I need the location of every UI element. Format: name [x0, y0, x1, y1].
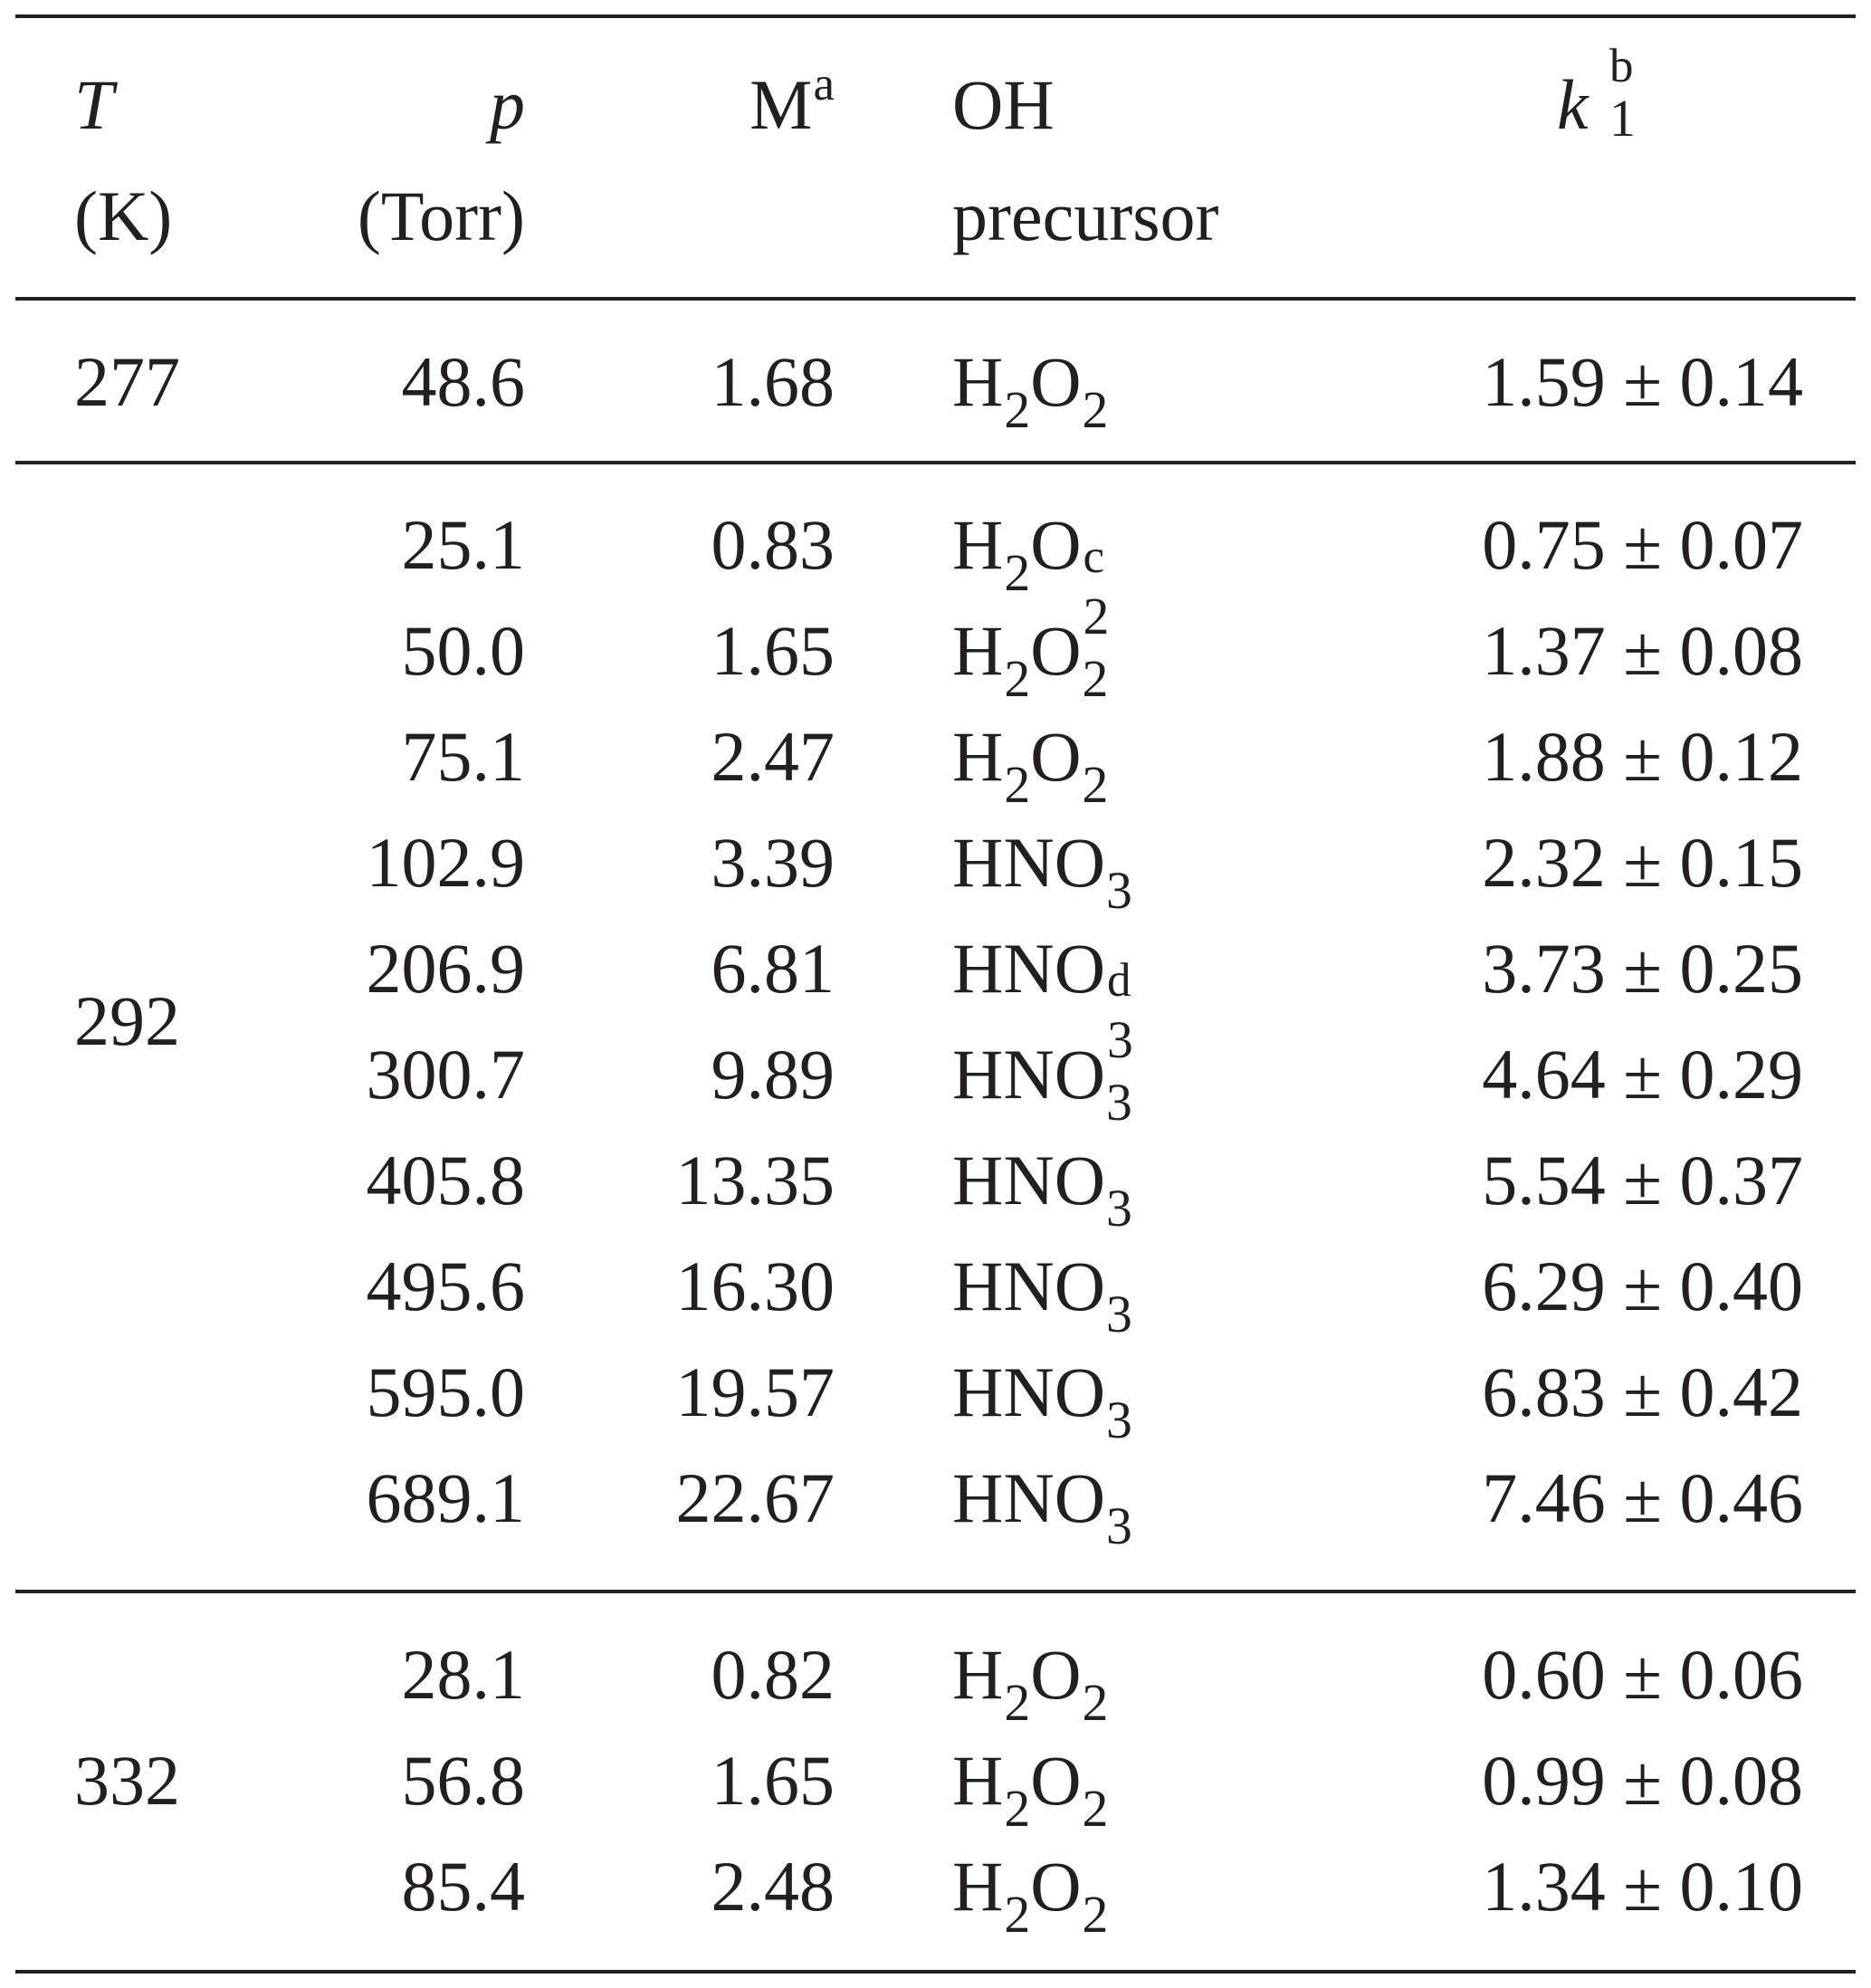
- header-M-footnote: a: [813, 58, 835, 111]
- formula-element: N: [1003, 1035, 1055, 1113]
- cell-pressure: 50.0: [401, 611, 525, 690]
- cell-rate-coefficient: 5.54 ± 0.37: [1482, 1141, 1803, 1219]
- group-temperature: 277: [74, 342, 180, 421]
- cell-precursor: [952, 1035, 1132, 1133]
- header-T-symbol: T: [74, 65, 114, 144]
- cell-pressure: 405.8: [366, 1141, 525, 1219]
- formula-element: H: [952, 1141, 1004, 1219]
- formula-element: N: [1003, 1141, 1055, 1219]
- bottom-rule: [15, 1970, 1856, 1974]
- cell-concentration: 1.68: [711, 342, 835, 421]
- cell-rate-coefficient: 6.83 ± 0.42: [1482, 1352, 1803, 1431]
- formula-element: N: [1003, 1352, 1055, 1431]
- formula-element: O: [1030, 1741, 1082, 1820]
- formula-element: H: [952, 342, 1004, 421]
- cell-pressure: 595.0: [366, 1352, 525, 1431]
- formula-element: O: [1054, 1035, 1106, 1113]
- cell-concentration: 1.65: [711, 1741, 835, 1820]
- formula-element: H: [952, 505, 1004, 584]
- formula-element: O: [1030, 505, 1082, 584]
- formula-element: N: [1003, 1247, 1055, 1325]
- cell-concentration: 22.67: [675, 1458, 835, 1537]
- cell-rate-coefficient: 7.46 ± 0.46: [1482, 1458, 1803, 1537]
- cell-rate-coefficient: 6.29 ± 0.40: [1482, 1247, 1803, 1325]
- formula-element: O: [1030, 611, 1082, 690]
- cell-pressure: 495.6: [366, 1247, 525, 1325]
- formula-subscript: 3: [1107, 1012, 1133, 1070]
- cell-precursor: [952, 823, 1132, 921]
- formula-element: O: [1054, 1141, 1106, 1219]
- formula-element: O: [1030, 342, 1082, 421]
- header-M: [634, 58, 835, 144]
- cell-rate-coefficient: 1.37 ± 0.08: [1482, 611, 1803, 690]
- formula-element: H: [952, 1352, 1004, 1431]
- formula-element: O: [1054, 1247, 1106, 1325]
- formula-element: H: [952, 1035, 1004, 1113]
- formula-element: H: [952, 1458, 1004, 1537]
- formula-subscript: 3: [1106, 1392, 1132, 1450]
- cell-pressure: 25.1: [401, 505, 525, 584]
- formula-element: H: [952, 611, 1004, 690]
- header-k1-subscript: 1: [1609, 91, 1636, 148]
- cell-precursor: [952, 505, 1117, 646]
- cell-pressure: 689.1: [366, 1458, 525, 1537]
- formula-element: H: [952, 1741, 1004, 1820]
- formula-subscript: 2: [1004, 1781, 1031, 1839]
- cell-rate-coefficient: 2.32 ± 0.15: [1482, 823, 1803, 902]
- cell-concentration: 13.35: [675, 1141, 835, 1219]
- cell-concentration: 19.57: [675, 1352, 835, 1431]
- group-temperature: 292: [74, 981, 180, 1060]
- cell-pressure: 75.1: [401, 717, 525, 796]
- header-k1-symbol: k: [1557, 65, 1589, 144]
- cell-pressure: 206.9: [366, 929, 525, 1008]
- cell-precursor: [952, 1635, 1109, 1733]
- formula-element: H: [952, 1247, 1004, 1325]
- header-rule: [15, 297, 1856, 301]
- cell-concentration: 1.65: [711, 611, 835, 690]
- formula-element: N: [1003, 823, 1055, 902]
- cell-rate-coefficient: 0.75 ± 0.07: [1482, 505, 1803, 584]
- formula-subscript: 2: [1082, 1887, 1109, 1945]
- formula-subscript: 2: [1082, 382, 1109, 440]
- formula-subscript: 2: [1004, 1887, 1031, 1945]
- formula-subscript: 2: [1004, 545, 1031, 603]
- cell-rate-coefficient: 1.34 ± 0.10: [1482, 1847, 1803, 1926]
- cell-rate-coefficient: 0.99 ± 0.08: [1482, 1741, 1803, 1820]
- cell-rate-coefficient: 4.64 ± 0.29: [1482, 1035, 1803, 1113]
- footnote-marker: d: [1107, 953, 1131, 1007]
- formula-element: H: [952, 1847, 1004, 1926]
- formula-subscript: 3: [1106, 1180, 1132, 1238]
- cell-pressure: 48.6: [401, 342, 525, 421]
- formula-element: O: [1054, 1352, 1106, 1431]
- formula-subscript: 2: [1082, 1675, 1109, 1733]
- cell-precursor: [952, 929, 1141, 1070]
- cell-rate-coefficient: 3.73 ± 0.25: [1482, 929, 1803, 1008]
- header-M-symbol: M: [749, 65, 813, 144]
- cell-pressure: 85.4: [401, 1847, 525, 1926]
- formula-element: O: [1054, 929, 1106, 1008]
- cell-precursor: [952, 1847, 1109, 1945]
- group-temperature: 332: [74, 1741, 180, 1820]
- formula-element: H: [952, 717, 1004, 796]
- cell-precursor: [952, 342, 1109, 440]
- formula-subscript: 3: [1106, 1498, 1132, 1556]
- header-p-symbol: p: [490, 65, 525, 144]
- formula-element: O: [1030, 1635, 1082, 1714]
- footnote-marker: c: [1083, 530, 1105, 583]
- cell-pressure: 102.9: [366, 823, 525, 902]
- cell-pressure: 56.8: [401, 1741, 525, 1820]
- cell-rate-coefficient: 1.59 ± 0.14: [1482, 342, 1803, 421]
- cell-pressure: 28.1: [401, 1635, 525, 1714]
- formula-element: O: [1054, 1458, 1106, 1537]
- cell-concentration: 16.30: [675, 1247, 835, 1325]
- header-k1: [1557, 40, 1638, 148]
- formula-subscript: 2: [1083, 588, 1110, 646]
- header-p-unit: (Torr): [357, 177, 525, 255]
- cell-precursor: [952, 1247, 1132, 1344]
- formula-subscript: 3: [1106, 863, 1132, 921]
- formula-subscript: 3: [1106, 1075, 1132, 1133]
- cell-rate-coefficient: 1.88 ± 0.12: [1482, 717, 1803, 796]
- cell-precursor: [952, 611, 1109, 709]
- cell-concentration: 0.82: [711, 1635, 835, 1714]
- formula-element: O: [1030, 717, 1082, 796]
- header-precursor-line2: precursor: [952, 177, 1219, 255]
- group-rule-1: [15, 461, 1856, 464]
- formula-subscript: 2: [1082, 757, 1109, 815]
- formula-element: N: [1003, 1458, 1055, 1537]
- formula-element: N: [1003, 929, 1055, 1008]
- cell-rate-coefficient: 0.60 ± 0.06: [1482, 1635, 1803, 1714]
- formula-element: H: [952, 1635, 1004, 1714]
- formula-subscript: 2: [1004, 651, 1031, 709]
- header-k1-footnote: b: [1609, 40, 1634, 92]
- formula-element: O: [1054, 823, 1106, 902]
- cell-precursor: [952, 1741, 1109, 1839]
- cell-concentration: 0.83: [711, 505, 835, 584]
- formula-subscript: 3: [1106, 1286, 1132, 1344]
- cell-precursor: [952, 1352, 1132, 1450]
- formula-subscript: 2: [1004, 757, 1031, 815]
- cell-concentration: 6.81: [711, 929, 835, 1008]
- cell-precursor: [952, 717, 1109, 815]
- formula-element: H: [952, 929, 1004, 1008]
- header-precursor-line1: OH: [952, 65, 1055, 144]
- cell-concentration: 9.89: [711, 1035, 835, 1113]
- group-rule-2: [15, 1590, 1856, 1593]
- formula-element: H: [952, 823, 1004, 902]
- header-T-unit: (K): [74, 177, 173, 255]
- cell-precursor: [952, 1458, 1132, 1556]
- formula-subscript: 2: [1004, 1675, 1031, 1733]
- cell-pressure: 300.7: [366, 1035, 525, 1113]
- top-rule: [15, 14, 1856, 18]
- cell-concentration: 2.47: [711, 717, 835, 796]
- cell-precursor: [952, 1141, 1132, 1238]
- cell-concentration: 2.48: [711, 1847, 835, 1926]
- cell-concentration: 3.39: [711, 823, 835, 902]
- formula-subscript: 2: [1004, 382, 1031, 440]
- formula-subscript: 2: [1082, 1781, 1109, 1839]
- formula-element: O: [1030, 1847, 1082, 1926]
- formula-subscript: 2: [1082, 651, 1109, 709]
